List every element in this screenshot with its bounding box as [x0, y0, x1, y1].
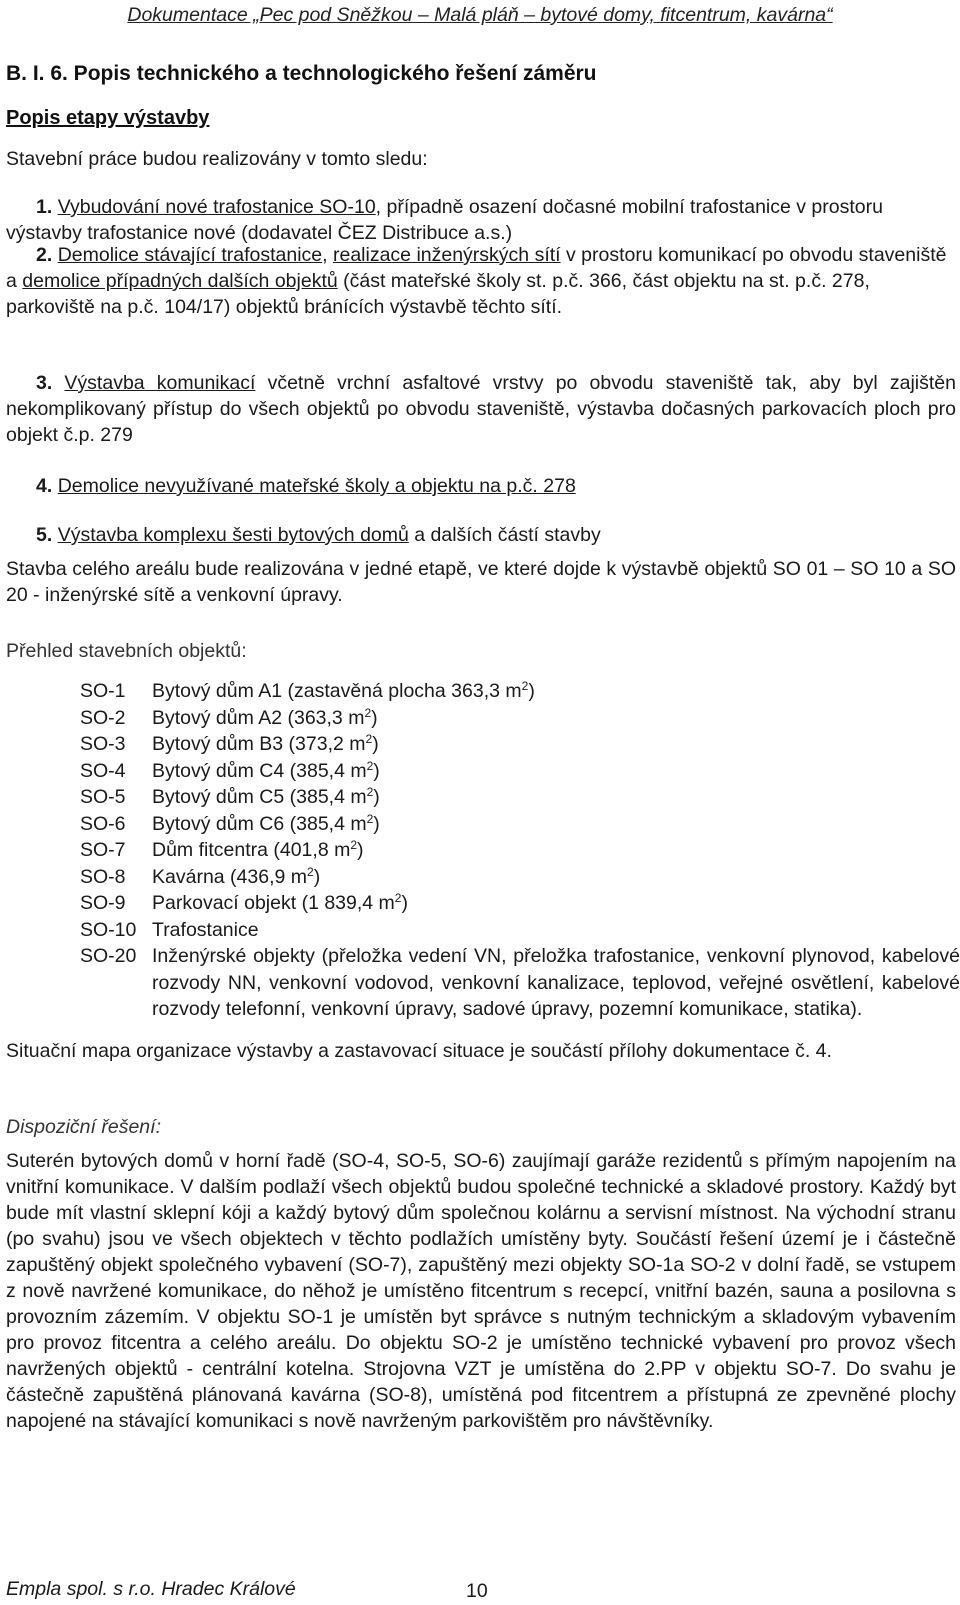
step-2-networks: realizace inženýrských sítí [332, 244, 561, 266]
object-row [80, 705, 960, 732]
object-code: SO-10 [80, 918, 137, 941]
object-sup: 2 [350, 838, 358, 852]
object-row [80, 837, 960, 864]
document-header: Dokumentace „Pec pod Sněžkou – Malá pláň – bytové domy, fitcentrum, kavárna“ [127, 4, 833, 26]
object-code: SO-8 [80, 865, 126, 888]
step-4 [6, 473, 956, 499]
object-sup: 2 [365, 732, 373, 746]
overview-heading: Přehled stavebních objektů: [6, 640, 247, 662]
object-row [80, 864, 960, 891]
object-tail: ) [373, 786, 380, 808]
object-tail: ) [313, 865, 321, 888]
object-desc: Bytový dům A2 (363,3 m [152, 706, 365, 729]
subsection-title: Popis etapy výstavby [6, 107, 210, 129]
object-sup: 2 [366, 758, 374, 773]
object-desc: Bytový dům C6 (385,4 m [152, 812, 367, 835]
object-code: SO-4 [80, 759, 126, 782]
object-code: SO-3 [80, 733, 126, 755]
object-row [80, 811, 960, 838]
step-2-number: 2. [36, 244, 53, 266]
object-sup: 2 [394, 891, 402, 905]
step-2-demolition: demolice případných dalších objektů [22, 270, 338, 292]
object-row [80, 758, 960, 785]
step-5-text: a dalších částí stavby [408, 524, 601, 546]
step-1 [6, 194, 956, 246]
step-2-title: Demolice stávající trafostanice [57, 244, 323, 266]
object-row [80, 678, 960, 705]
step-2 [6, 242, 956, 320]
object-desc: Bytový dům C4 (385,4 m [152, 759, 367, 782]
step-2-text-b: (část mateřské školy st. p.č. 366, část objektu na st. p.č. 278, parkoviště na p.č. 104/17) objektů bránících výstavbě těchto sítí. [6, 270, 870, 318]
step-1-title: Vybudování nové trafostanice SO-10 [57, 196, 376, 218]
object-desc: Inženýrské objekty (přeložka vedení VN, přeložka trafostanice, venkovní plynovod, kabelové rozvody NN, venkovní vodovod, venkovní kanalizace, teplovod, veřejné osvětlení, kabelové rozvody telefonní, venkovní úpravy, sadové úpravy, pozemní komunikace, statika). [152, 945, 960, 1020]
object-sup: 2 [366, 811, 374, 826]
object-code: SO-6 [80, 812, 126, 835]
step-4-title: Demolice nevyužívané mateřské školy a objektu na p.č. 278 [57, 475, 576, 497]
object-code: SO-2 [80, 706, 126, 729]
step-3-text: včetně vrchní asfaltové vrstvy po obvodu staveniště tak, aby byl zajištěn nekomplikovaný přístup do všech objektů po obvodu staveniště, výstavba dočasných parkovacích ploch pro objekt č.p. 279 [6, 372, 956, 446]
intro-text: Stavební práce budou realizovány v tomto sledu: [6, 148, 428, 170]
object-tail: ) [373, 759, 380, 782]
step-4-number: 4. [36, 475, 53, 497]
section-title: B. I. 6. Popis technického a technologického řešení záměru [6, 62, 597, 85]
step-5 [6, 522, 956, 548]
layout-paragraph: Suterén bytových domů v horní řadě (SO-4, SO-5, SO-6) zaujímají garáže rezidentů s přímým napojením na vnitřní komunikace. V dalším podlaží všech objektů budou společné technické a skladové prostory. Každý byt bude mít vlastní sklepní kóji a každý bytový dům společnou kolárnu a servisní místnost. Na východní stranu (po svahu) jsou ve všech objektech v těchto podlažích umístěny byty. Součástí řešení území je i částečně zapuštěný objekt společného vybavení (SO-7), zapuštěný mezi objekty SO-1a SO-2 v dolní řadě, se vstupem z nově navržené komunikace, do něhož je umístěno fitcentrum s recepcí, vnitřní bazén, sauna a posilovna s provozním zázemím. V objektu SO-1 je umístěn byt správce s nutným technickým a skladovým vybavením pro provoz fitcentra a celého areálu. Do objektu SO-2 je umístěno technické vybavení pro provoz všech navržených objektů - centrální kotelna. Strojovna VZT je umístěna do 2.PP v objektu SO-7. Do svahu je částečně zapuštěná plánovaná kavárna (SO-8), umístěná pod fitcentrem a přístupná ze zpevněné plochy napojené na stávající komunikaci s nově navrženým parkovištěm pro návštěvníky. [6, 1150, 956, 1432]
step-5-title: Výstavba komplexu šesti bytových domů [57, 524, 409, 546]
objects-list [80, 678, 960, 1023]
object-tail: ) [373, 812, 380, 835]
object-code: SO-9 [80, 892, 126, 914]
object-desc: Kavárna (436,9 m [152, 865, 308, 888]
object-row [80, 731, 960, 758]
step-2-text-a: v prostoru komunikací po obvodu staveniště a [6, 244, 947, 292]
object-tail: ) [401, 892, 408, 914]
object-code: SO-5 [80, 786, 126, 808]
object-tail: ) [372, 733, 379, 755]
object-code: SO-1 [80, 680, 126, 702]
object-sup: 2 [364, 705, 372, 720]
layout-heading: Dispoziční řešení: [6, 1116, 161, 1138]
object-code: SO-7 [80, 839, 126, 861]
object-row [80, 890, 960, 917]
object-row [80, 943, 960, 1023]
object-code: SO-20 [80, 945, 137, 967]
page-number: 10 [466, 1580, 488, 1602]
object-desc: Bytový dům C5 (385,4 m [152, 786, 367, 808]
object-tail: ) [371, 706, 378, 729]
object-tail: ) [357, 839, 364, 861]
step-3 [6, 370, 956, 448]
object-sup: 2 [521, 679, 529, 693]
step-3-title: Výstavba komunikací [64, 372, 256, 394]
object-row [80, 917, 960, 944]
step-1-number: 1. [36, 196, 53, 218]
footer-company: Empla spol. s r.o. Hradec Králové [6, 1578, 296, 1600]
object-sup: 2 [366, 785, 374, 799]
object-desc: Parkovací objekt (1 839,4 m [152, 892, 395, 914]
step-5-number: 5. [36, 524, 53, 546]
object-row [80, 784, 960, 811]
step-3-number: 3. [36, 372, 53, 394]
situation-paragraph: Situační mapa organizace výstavby a zastavovací situace je součástí přílohy dokumentace č. 4. [6, 1040, 832, 1062]
object-desc: Bytový dům B3 (373,2 m [152, 733, 366, 755]
object-desc: Bytový dům A1 (zastavěná plocha 363,3 m [152, 680, 522, 702]
step-2-sep: , [322, 244, 333, 266]
object-desc: Trafostanice [152, 918, 259, 941]
object-desc: Dům fitcentra (401,8 m [152, 839, 351, 861]
step-1-text: , případně osazení dočasné mobilní trafostanice v prostoru výstavby trafostanice nové (dodavatel ČEZ Distribuce a.s.) [6, 196, 883, 244]
object-sup: 2 [307, 864, 314, 879]
object-tail: ) [528, 680, 535, 702]
stage-paragraph: Stavba celého areálu bude realizována v jedné etapě, ve které dojde k výstavbě objektů SO 01 – SO 10 a SO 20 - inženýrské sítě a venkovní úpravy. [6, 558, 956, 606]
